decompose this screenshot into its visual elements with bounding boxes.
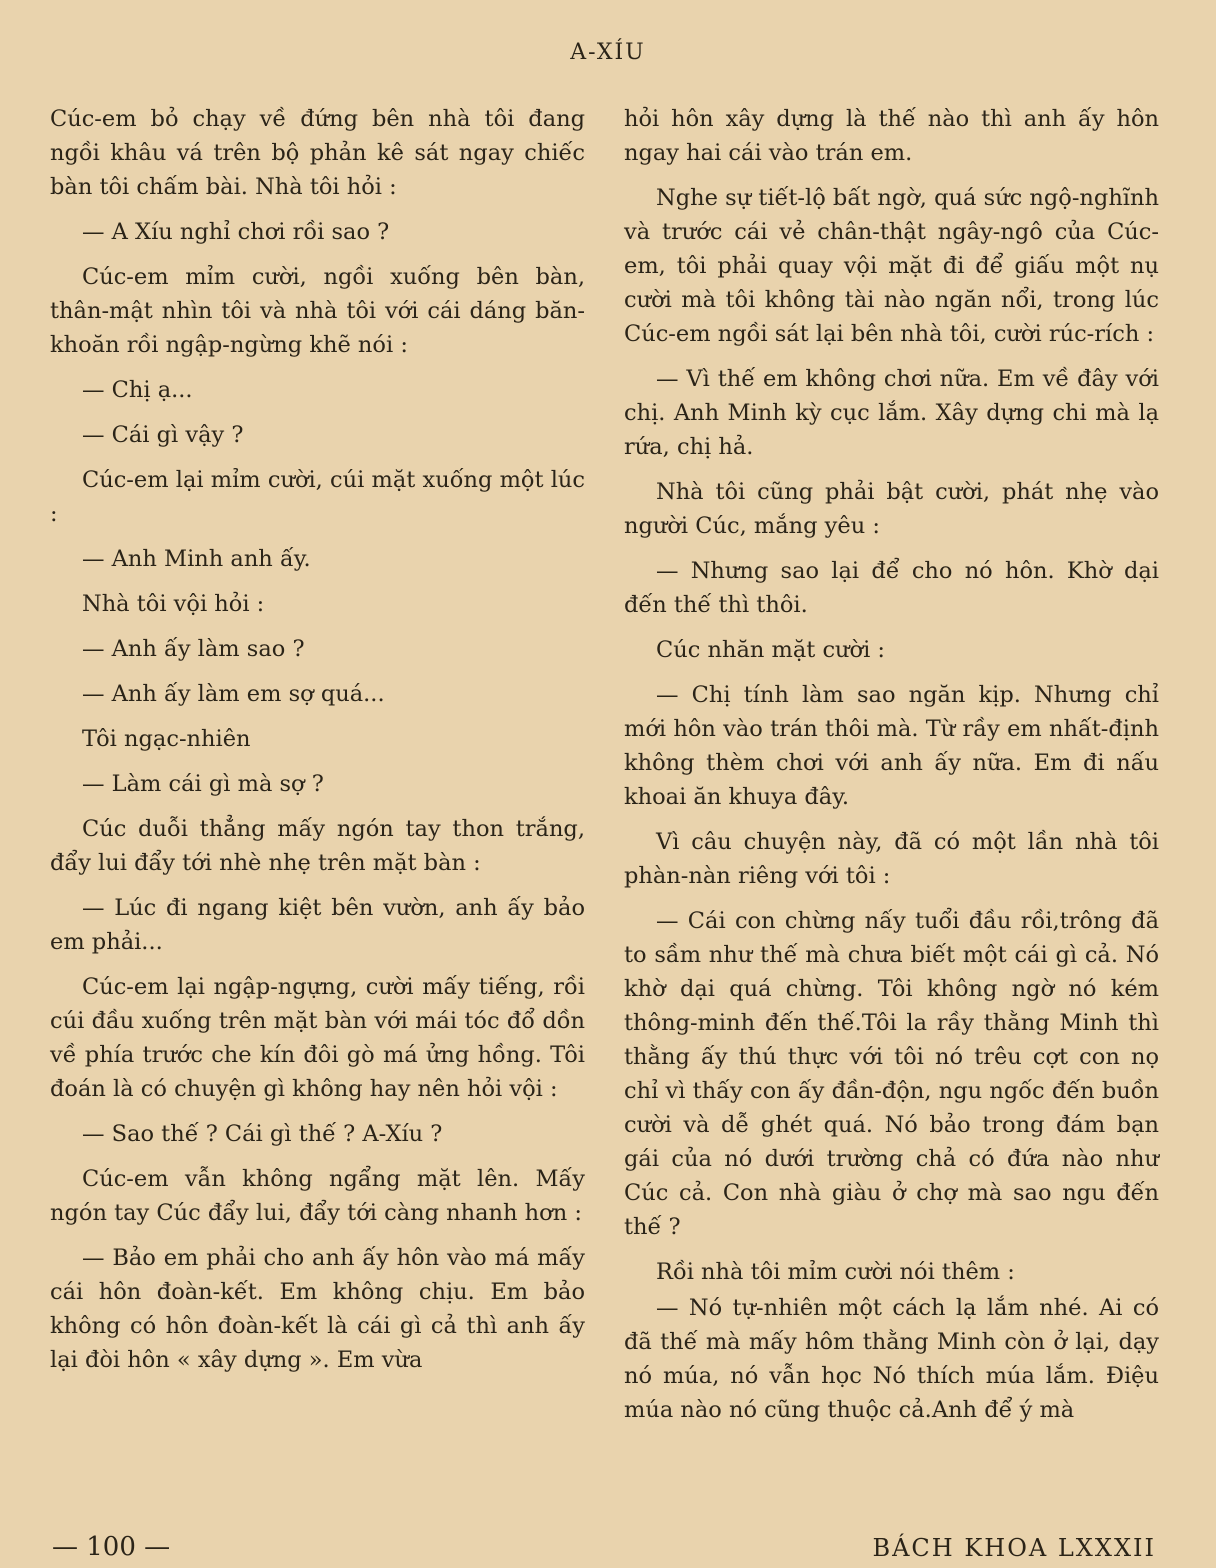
paragraph: Rồi nhà tôi mỉm cười nói thêm : [656,1259,1015,1285]
paragraph: Cúc nhăn mặt cười : [656,637,886,663]
paragraph: — Chị ạ... [82,377,193,403]
paragraph: — Cái con chừng nấy tuổi đầu rồi,trông đã to sầm như thế mà chưa biết một cái gì cả. Nó khờ dại quá chừng. Tôi không ngờ nó kém thông-minh đến thế.Tôi la rầy thằng Minh thì thằng ấy thú thực với tôi nó trêu cợt con nọ chỉ vì thấy con ấy đần-độn, ngu ngốc đến buồn cười và dễ ghét quá. Nó bảo trong đám bạn gái của nó dưới trường chả có đứa nào như Cúc cả. Con nhà giàu ở chợ mà sao ngu đến thế ? [624,908,1159,1240]
paragraph: Cúc-em lại mỉm cười, cúi mặt xuống một lúc : [50,467,585,527]
paragraph: Tôi ngạc-nhiên [82,726,251,752]
paragraph: Cúc-em vẫn không ngẩng mặt lên. Mấy ngón tay Cúc đẩy lui, đẩy tới càng nhanh hơn : [50,1166,585,1226]
paragraph: — Bảo em phải cho anh ấy hôn vào má mấy cái hôn đoàn-kết. Em không chịu. Em bảo không có hôn đoàn-kết là cái gì cả thì anh ấy lại đòi hôn « xây dựng ». Em vừa [50,1245,585,1373]
paragraph: — Nhưng sao lại để cho nó hôn. Khờ dại đến thế thì thôi. [624,558,1159,618]
paragraph: — Chị tính làm sao ngăn kịp. Nhưng chỉ mới hôn vào trán thôi mà. Từ rầy em nhất-định không thèm chơi với anh ấy nữa. Em đi nấu khoai ăn khuya đây. [624,682,1159,810]
magazine-name: BÁCH KHOA LXXXII [872,1534,1156,1562]
paragraph: Nhà tôi cũng phải bật cười, phát nhẹ vào người Cúc, mắng yêu : [624,479,1159,539]
paragraph: Cúc-em mỉm cười, ngồi xuống bên bàn, thân-mật nhìn tôi và nhà tôi với cái dáng băn-khoăn rồi ngập-ngừng khẽ nói : [50,264,585,358]
paragraph: Vì câu chuyện này, đã có một lần nhà tôi phàn-nàn riêng với tôi : [624,829,1159,889]
page-number: — 100 — [52,1532,171,1562]
paragraph: — Lúc đi ngang kiệt bên vườn, anh ấy bảo em phải... [50,895,585,955]
paragraph: — Vì thế em không chơi nữa. Em về đây với chị. Anh Minh kỳ cục lắm. Xây dựng chi mà lạ rứa, chị hả. [624,366,1159,460]
paragraph: Nghe sự tiết-lộ bất ngờ, quá sức ngộ-nghĩnh và trước cái vẻ chân-thật ngây-ngô của Cúc-em, tôi phải quay vội mặt đi để giấu một nụ cười mà tôi không tài nào ngăn nổi, trong lúc Cúc-em ngồi sát lại bên nhà tôi, cười rúc-rích : [624,185,1159,347]
paragraph: — Anh Minh anh ấy. [82,546,311,572]
paragraph: Cúc-em lại ngập-ngựng, cười mấy tiếng, rồi cúi đầu xuống trên mặt bàn với mái tóc đổ dồn về phía trước che kín đôi gò má ửng hồng. Tôi đoán là có chuyện gì không hay nên hỏi vội : [50,974,585,1102]
right-column [624,102,1159,1438]
paragraph: — Nó tự-nhiên một cách lạ lắm nhé. Ai có đã thế mà mấy hôm thằng Minh còn ở lại, dạy nó múa, nó vẫn học Nó thích múa lắm. Điệu múa nào nó cũng thuộc cả.Anh để ý mà [624,1295,1159,1423]
paragraph: — Cái gì vậy ? [82,422,244,448]
paragraph: Cúc duỗi thẳng mấy ngón tay thon trắng, đẩy lui đẩy tới nhè nhẹ trên mặt bàn : [50,816,585,876]
paragraph: Nhà tôi vội hỏi : [82,591,265,617]
left-column [50,102,585,1388]
paragraph: — Anh ấy làm em sợ quá... [82,681,385,707]
paragraph: Cúc-em bỏ chạy về đứng bên nhà tôi đang ngồi khâu vá trên bộ phản kê sát ngay chiếc bàn tôi chấm bài. Nhà tôi hỏi : [50,106,585,200]
paragraph: — Sao thế ? Cái gì thế ? A-Xíu ? [82,1121,443,1147]
page-header-title: A-XÍU [570,40,646,65]
paragraph: — Làm cái gì mà sợ ? [82,771,324,797]
paragraph: — A Xíu nghỉ chơi rồi sao ? [82,219,390,245]
paragraph: — Anh ấy làm sao ? [82,636,305,662]
paragraph: hỏi hôn xây dựng là thế nào thì anh ấy hôn ngay hai cái vào trán em. [624,106,1159,166]
